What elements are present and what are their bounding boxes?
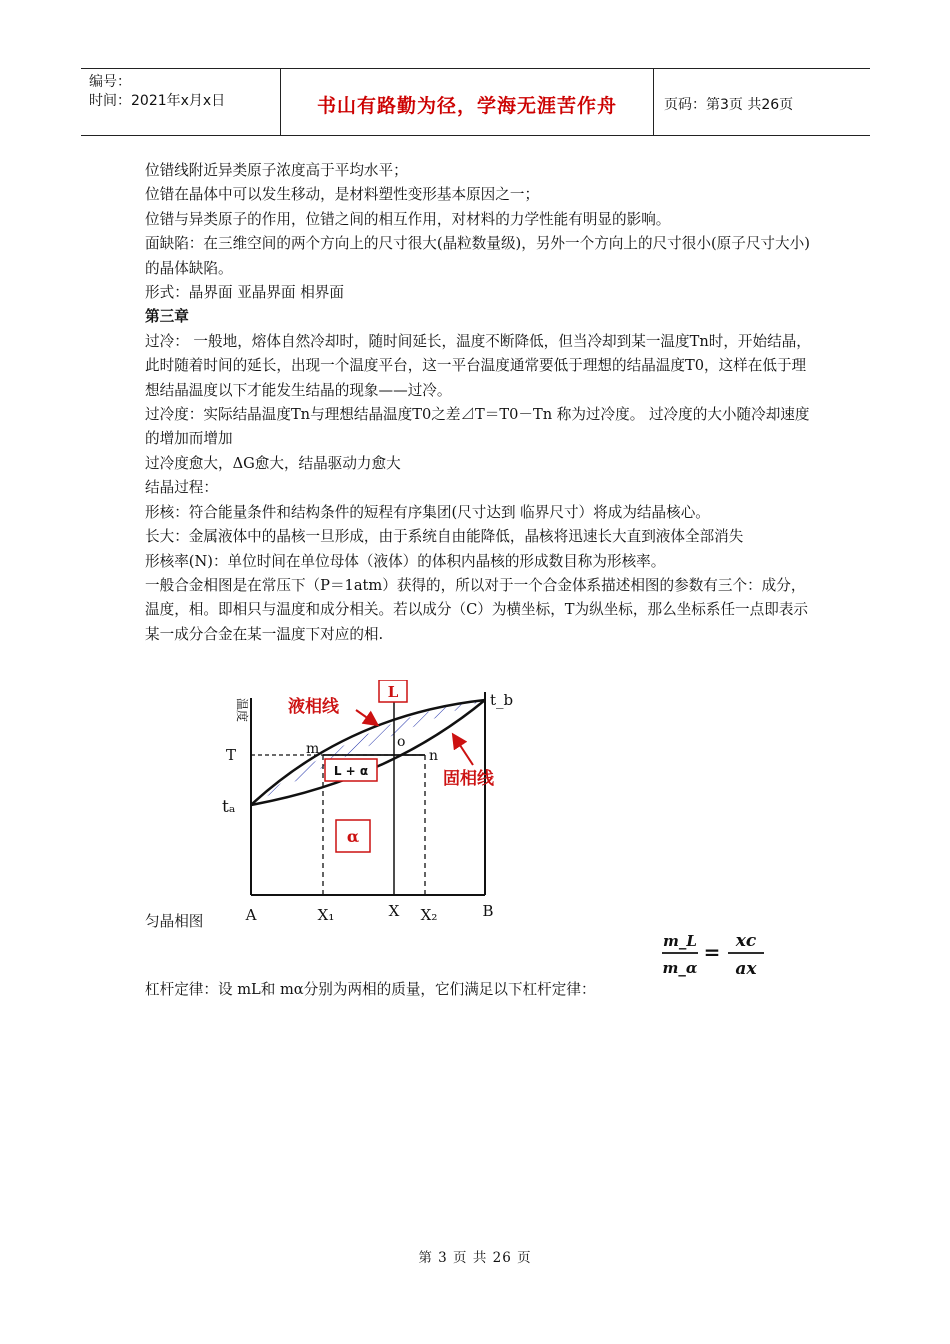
label-n: n <box>429 748 439 764</box>
formula-equals: = <box>703 940 721 964</box>
date-label: 时间：2021年x月x日 <box>89 93 226 109</box>
y-axis-title: 温度 <box>235 698 249 723</box>
liquidus-label: 液相线 <box>288 697 339 717</box>
x-tick-A: A <box>245 906 257 924</box>
header-center-cell <box>281 69 654 135</box>
page-label: 页码：第3页 共26页 <box>664 97 794 113</box>
figure-caption: 匀晶相图 <box>145 913 204 930</box>
solidus-curve <box>251 700 485 805</box>
serial-label: 编号： <box>89 74 131 90</box>
x-tick-x2: X₂ <box>420 906 438 924</box>
paragraph: 过冷度：实际结晶温度Tn与理想结晶温度T0之差⊿T＝T0－Tn 称为过冷度。 过冷度的大小随冷却速度的增加而增加 <box>145 406 810 448</box>
formula-rhs-denominator: ax <box>735 959 757 979</box>
label-ta: tₐ <box>222 797 236 817</box>
label-tb: t_b <box>490 691 514 709</box>
solid-region-label: α <box>346 827 360 846</box>
solidus-label: 固相线 <box>443 769 494 789</box>
paragraph: 结晶过程： <box>145 479 218 497</box>
label-o: o <box>397 734 406 750</box>
formula-rhs-numerator: xc <box>735 931 757 951</box>
paragraph: 过冷： 一般地，熔体自然冷却时，随时间延长，温度不断降低，但当冷却到某一温度Tn时，开始结晶，此时随着时间的延长，出现一个温度平台，这一平台温度通常要低于理想的结晶温度T0，这样在低于理想结晶温度以下才能发生结晶的现象——过冷。 <box>145 332 811 399</box>
paragraph: 面缺陷：在三维空间的两个方向上的尺寸很大(晶粒数量级)，另外一个方向上的尺寸很小(原子尺寸大小)的晶体缺陷。 <box>145 235 810 277</box>
label-T: T <box>226 746 237 764</box>
motto: 书山有路勤为径，学海无涯苦作舟 <box>316 94 617 117</box>
phase-diagram <box>218 680 538 925</box>
paragraph: 形式：晶界面 亚晶界面 相界面 <box>145 284 344 302</box>
x-tick-x1: X₁ <box>317 906 335 924</box>
x-tick-x: X <box>388 902 400 920</box>
paragraph: 位错在晶体中可以发生移动，是材料塑性变形基本原因之一； <box>145 186 540 204</box>
liquidus-curve <box>251 700 485 805</box>
paragraph: 位错与异类原子的作用，位错之间的相互作用，对材料的力学性能有明显的影响。 <box>145 210 671 228</box>
liquid-region-label: L <box>387 683 399 701</box>
paragraph: 长大：金属液体中的晶核一旦形成，由于系统自由能降低，晶核将迅速长大直到液体全部消失 <box>145 528 744 546</box>
two-phase-region <box>251 700 485 805</box>
paragraph: 形核：符合能量条件和结构条件的短程有序集团(尺寸达到 临界尺寸）将成为结晶核心。 <box>145 503 710 521</box>
body-text <box>145 159 815 647</box>
paragraph: 一般合金相图是在常压下（P＝1atm）获得的，所以对于一个合金体系描述相图的参数有三个：成分，温度，相。即相只与温度和成分相关。若以成分（C）为横坐标，T为纵坐标，那么坐标系任一点即表示某一成分合金在某一温度下对应的相. <box>145 576 809 643</box>
paragraph: 位错线附近异类原子浓度高于平均水平； <box>145 162 408 179</box>
header-table <box>81 68 870 136</box>
header-right-cell <box>654 69 870 135</box>
lever-rule-text: 杠杆定律：设 mL和 mα分别为两相的质量，它们满足以下杠杆定律： <box>145 981 596 998</box>
label-m: m <box>306 741 320 757</box>
paragraph: 过冷度愈大，ΔG愈大，结晶驱动力愈大 <box>145 454 401 472</box>
formula-lhs-denominator: m_α <box>662 959 698 977</box>
page-footer: 第 3 页 共 26 页 <box>418 1250 532 1266</box>
lever-formula <box>660 926 770 982</box>
formula-lhs-numerator: m_L <box>663 932 697 950</box>
header-left-cell <box>81 69 281 135</box>
liquidus-arrow <box>356 710 376 724</box>
x-tick-B: B <box>482 902 494 920</box>
paragraph: 形核率(N)：单位时间在单位母体（液体）的体积内晶核的形成数目称为形核率。 <box>145 552 666 570</box>
two-phase-label: L + α <box>333 764 369 778</box>
chapter-heading: 第三章 <box>145 308 189 326</box>
solidus-arrow <box>454 736 473 765</box>
